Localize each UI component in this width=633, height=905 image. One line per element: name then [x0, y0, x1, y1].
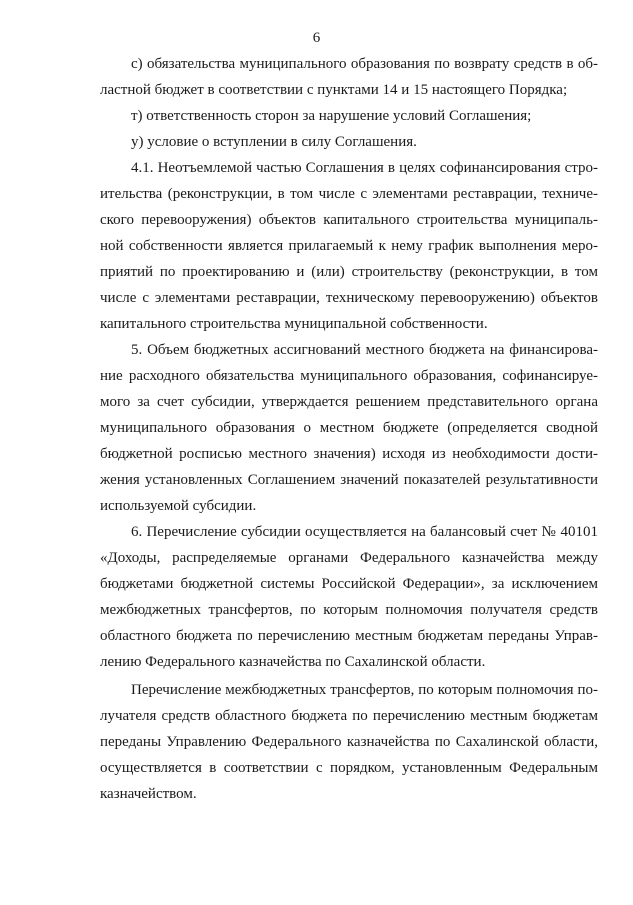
text-line: лению Федерального казначейства по Сахалинской области.	[100, 654, 486, 670]
text-line: используемой субсидии.	[100, 498, 257, 514]
text-line: ной собственности является прилагаемый к нему график выполнения меро-	[100, 238, 598, 254]
text-line: капитального строительства муниципальной собственности.	[100, 316, 488, 332]
text-line: ние расходного обязательства муниципального образования, софинансируе-	[100, 368, 598, 384]
text-line: 6. Перечисление субсидии осуществляется на балансовый счет № 40101	[131, 524, 598, 540]
text-line: бюджетной росписью местного значения) исходя из необходимости дости-	[100, 446, 598, 462]
text-line: переданы Управлению Федерального казначейства по Сахалинской области,	[100, 734, 598, 750]
text-line: лучателя средств областного бюджета по перечислению местным бюджетам	[100, 708, 598, 724]
text-line: «Доходы, распределяемые органами Федерального казначейства между	[100, 550, 598, 566]
text-line: мого за счет субсидии, утверждается решением представительного органа	[100, 394, 598, 410]
text-line: осуществляется в соответствии с порядком, установленным Федеральным	[100, 760, 598, 776]
text-line: с) обязательства муниципального образования по возврату средств в об-	[131, 56, 598, 72]
text-line: ластной бюджет в соответствии с пунктами 14 и 15 настоящего Порядка;	[100, 82, 568, 98]
text-line: 4.1. Неотъемлемой частью Соглашения в целях софинансирования стро-	[131, 160, 598, 176]
text-line: Перечисление межбюджетных трансфертов, по которым полномочия по-	[131, 682, 598, 698]
text-line: у) условие о вступлении в силу Соглашения.	[131, 134, 417, 150]
page-number: 6	[312, 30, 321, 46]
text-line: 5. Объем бюджетных ассигнований местного бюджета на финансирова-	[131, 342, 598, 358]
text-line: т) ответственность сторон за нарушение условий Соглашения;	[131, 108, 532, 124]
text-line: ительства (реконструкции, в том числе с элементами реставрации, техниче-	[100, 186, 598, 202]
text-line: областного бюджета по перечислению местным бюджетам переданы Управ-	[100, 628, 598, 644]
text-line: казначейством.	[100, 786, 197, 802]
text-line: бюджетами бюджетной системы Российской Федерации», за исключением	[100, 576, 598, 592]
text-line: ского перевооружения) объектов капитального строительства муниципаль-	[100, 212, 598, 228]
text-line: межбюджетных трансфертов, по которым полномочия получателя средств	[100, 602, 598, 618]
text-line: приятий по проектированию и (или) строительству (реконструкции, в том	[100, 264, 598, 280]
text-line: жения установленных Соглашением значений показателей результативности	[100, 472, 598, 488]
text-line: числе с элементами реставрации, техническому перевооружению) объектов	[100, 290, 598, 306]
text-line: муниципального образования о местном бюджете (определяется сводной	[100, 420, 598, 436]
